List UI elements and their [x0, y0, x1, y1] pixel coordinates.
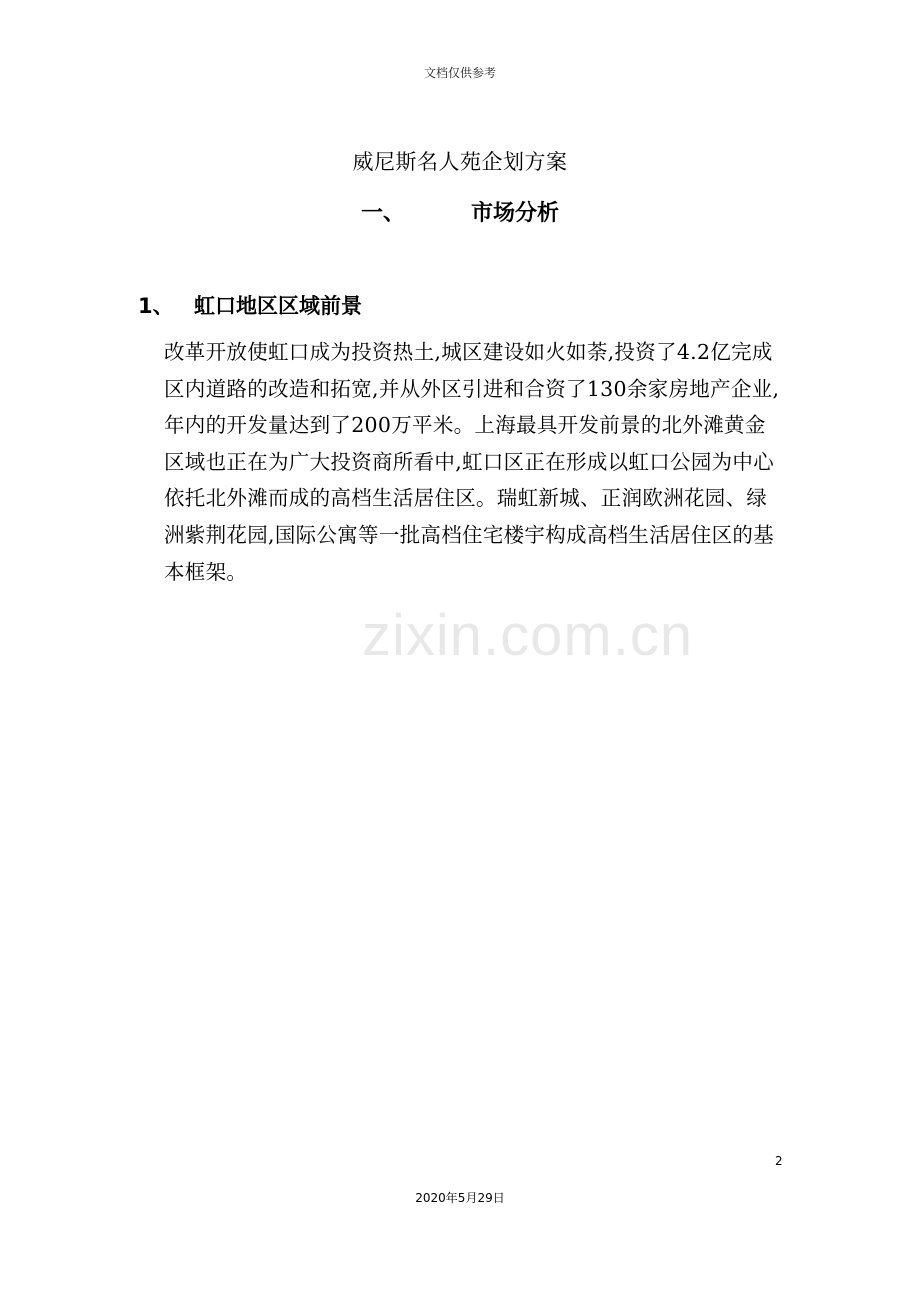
section-heading [0, 196, 920, 227]
subsection-heading [138, 290, 362, 320]
body-paragraph: 改革开放使虹口成为投资热土,城区建设如火如荼,投资了4.2亿完成区内道路的改造和拓宽,并从外区引进和合资了130余家房地产企业,年内的开发量达到了200万平米。上海最具开发前景的北外滩黄金区域也正在为广大投资商所看中,虹口区正在形成以虹口公园为中心依托北外滩而成的高档生活居住区。瑞虹新城、正润欧洲花园、绿洲紫荆花园,国际公寓等一批高档住宅楼宇构成高档生活居住区的基本框架。 [164, 340, 780, 584]
footer-date: 2020年5月29日 [415, 1191, 505, 1205]
section-number: 一、 [360, 201, 405, 226]
section-title: 市场分析 [470, 201, 559, 226]
watermark: zixin.com.cn [362, 603, 694, 668]
page-number: 2 [775, 1154, 783, 1168]
header-note: 文档仅供参考 [423, 66, 496, 80]
document-title: 威尼斯名人苑企划方案 [352, 150, 568, 174]
subsection-title: 虹口地区区域前景 [194, 294, 362, 318]
subsection-number: 1、 [138, 294, 174, 318]
